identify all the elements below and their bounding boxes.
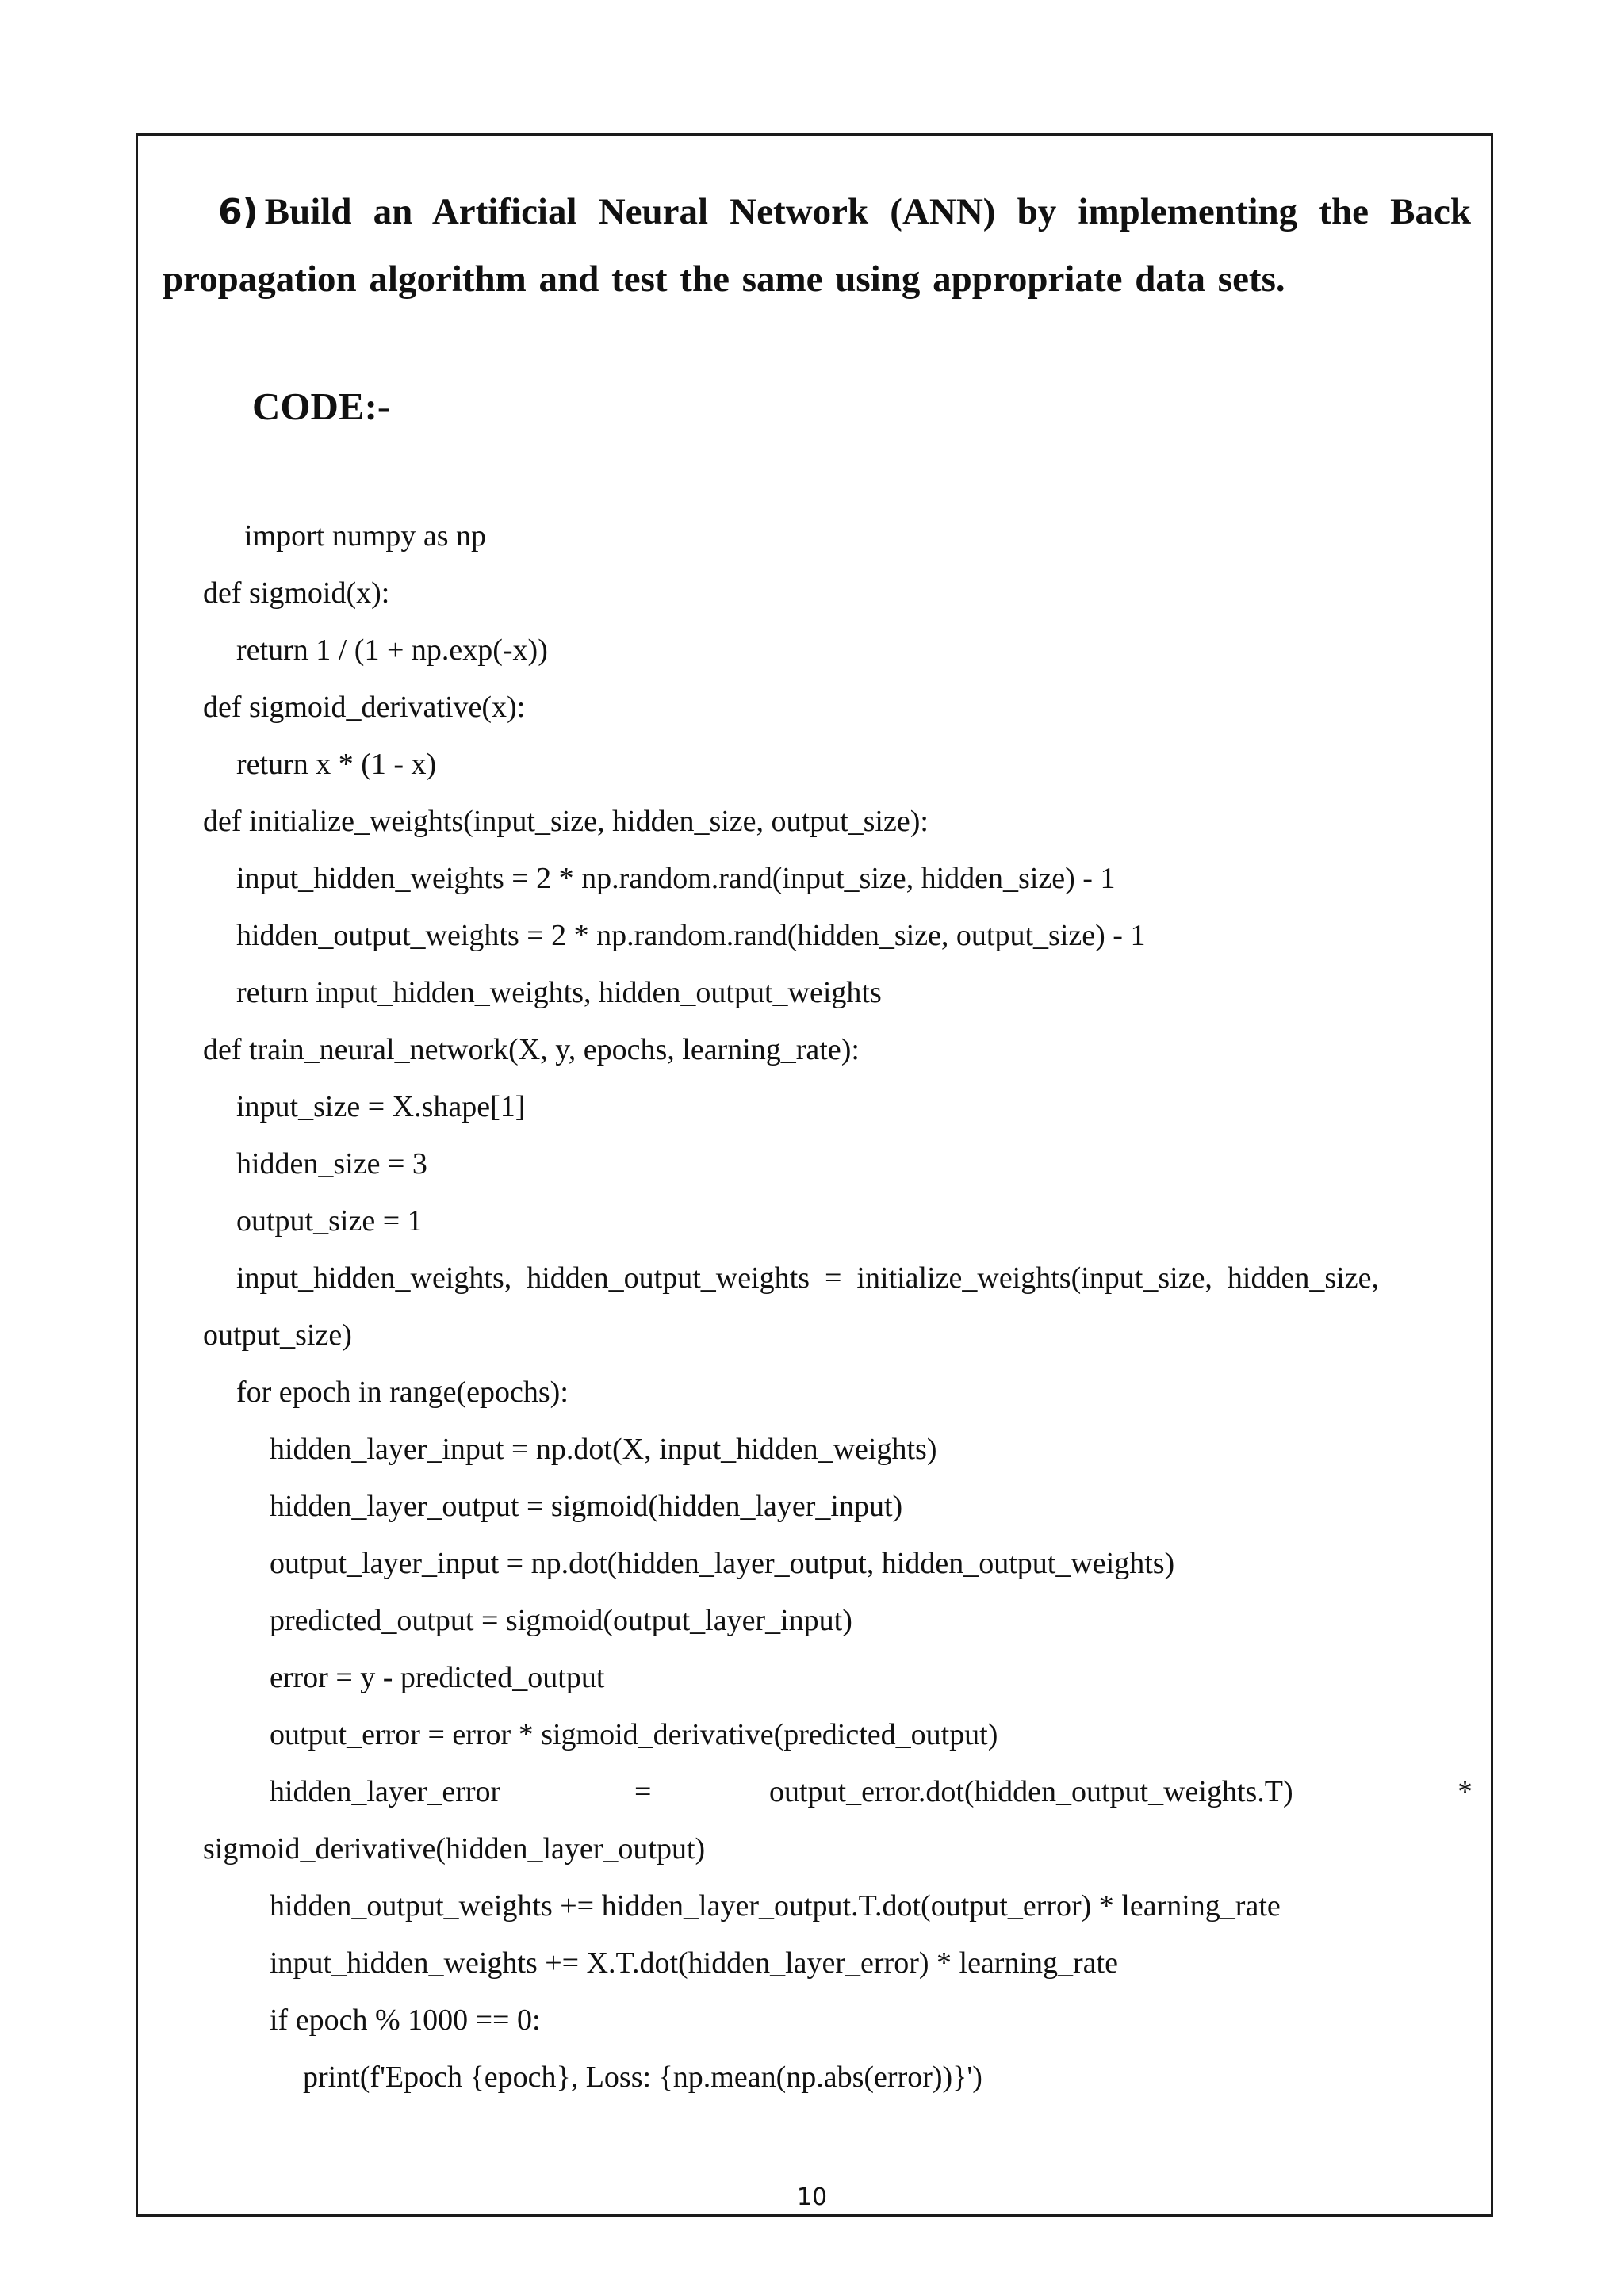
- code-line: hidden_output_weights += hidden_layer_output.T.dot(output_error) * learning_rate: [270, 1889, 1281, 1923]
- code-line: error = y - predicted_output: [270, 1661, 605, 1694]
- code-line: output_error = error * sigmoid_derivative(predicted_output): [270, 1718, 998, 1751]
- code-line: def initialize_weights(input_size, hidden_size, output_size):: [203, 805, 929, 838]
- code-line: return x * (1 - x): [236, 748, 437, 781]
- code-line: hidden_output_weights = 2 * np.random.rand(hidden_size, output_size) - 1: [236, 919, 1146, 952]
- code-line: predicted_output = sigmoid(output_layer_input): [270, 1604, 852, 1637]
- code-heading: CODE:-: [252, 385, 391, 428]
- page-number: 10: [796, 2183, 828, 2211]
- code-line: output_size): [203, 1318, 352, 1352]
- code-line: input_hidden_weights = 2 * np.random.rand(input_size, hidden_size) - 1: [236, 862, 1116, 895]
- code-line: return 1 / (1 + np.exp(-x)): [236, 633, 548, 667]
- code-line-part: output_error.dot(hidden_output_weights.T): [769, 1775, 1293, 1808]
- code-line: hidden_layer_output = sigmoid(hidden_layer_input): [270, 1490, 903, 1523]
- code-line: import numpy as np: [244, 519, 487, 553]
- code-line: hidden_layer_input = np.dot(X, input_hidden_weights): [270, 1433, 937, 1466]
- code-line: input_hidden_weights += X.T.dot(hidden_layer_error) * learning_rate: [270, 1946, 1118, 1980]
- code-line: return input_hidden_weights, hidden_output_weights: [236, 976, 882, 1009]
- question-title: [163, 178, 1471, 312]
- code-line: for epoch in range(epochs):: [236, 1376, 569, 1409]
- code-line: input_hidden_weights, hidden_output_weights = initialize_weights(input_size, hidden_size,: [236, 1261, 1379, 1295]
- question-number: 6): [218, 192, 259, 232]
- code-line: if epoch % 1000 == 0:: [270, 2003, 541, 2037]
- question-text: Build an Artificial Neural Network (ANN) by implementing the Back propagation algorithm and test the same using appropriate data sets.: [163, 191, 1471, 300]
- code-line: input_size = X.shape[1]: [236, 1090, 526, 1123]
- code-line-part: hidden_layer_error: [270, 1775, 501, 1808]
- code-line: hidden_size = 3: [236, 1147, 427, 1181]
- code-line: def sigmoid_derivative(x):: [203, 691, 526, 724]
- code-line-part: =: [634, 1775, 652, 1808]
- code-line: output_layer_input = np.dot(hidden_layer_output, hidden_output_weights): [270, 1547, 1175, 1580]
- code-line: def train_neural_network(X, y, epochs, learning_rate):: [203, 1033, 860, 1066]
- code-line: print(f'Epoch {epoch}, Loss: {np.mean(np.abs(error))}'): [303, 2061, 982, 2094]
- code-line: output_size = 1: [236, 1204, 423, 1238]
- code-line: def sigmoid(x):: [203, 576, 390, 610]
- code-line: sigmoid_derivative(hidden_layer_output): [203, 1832, 706, 1866]
- code-line-part: *: [1457, 1775, 1473, 1808]
